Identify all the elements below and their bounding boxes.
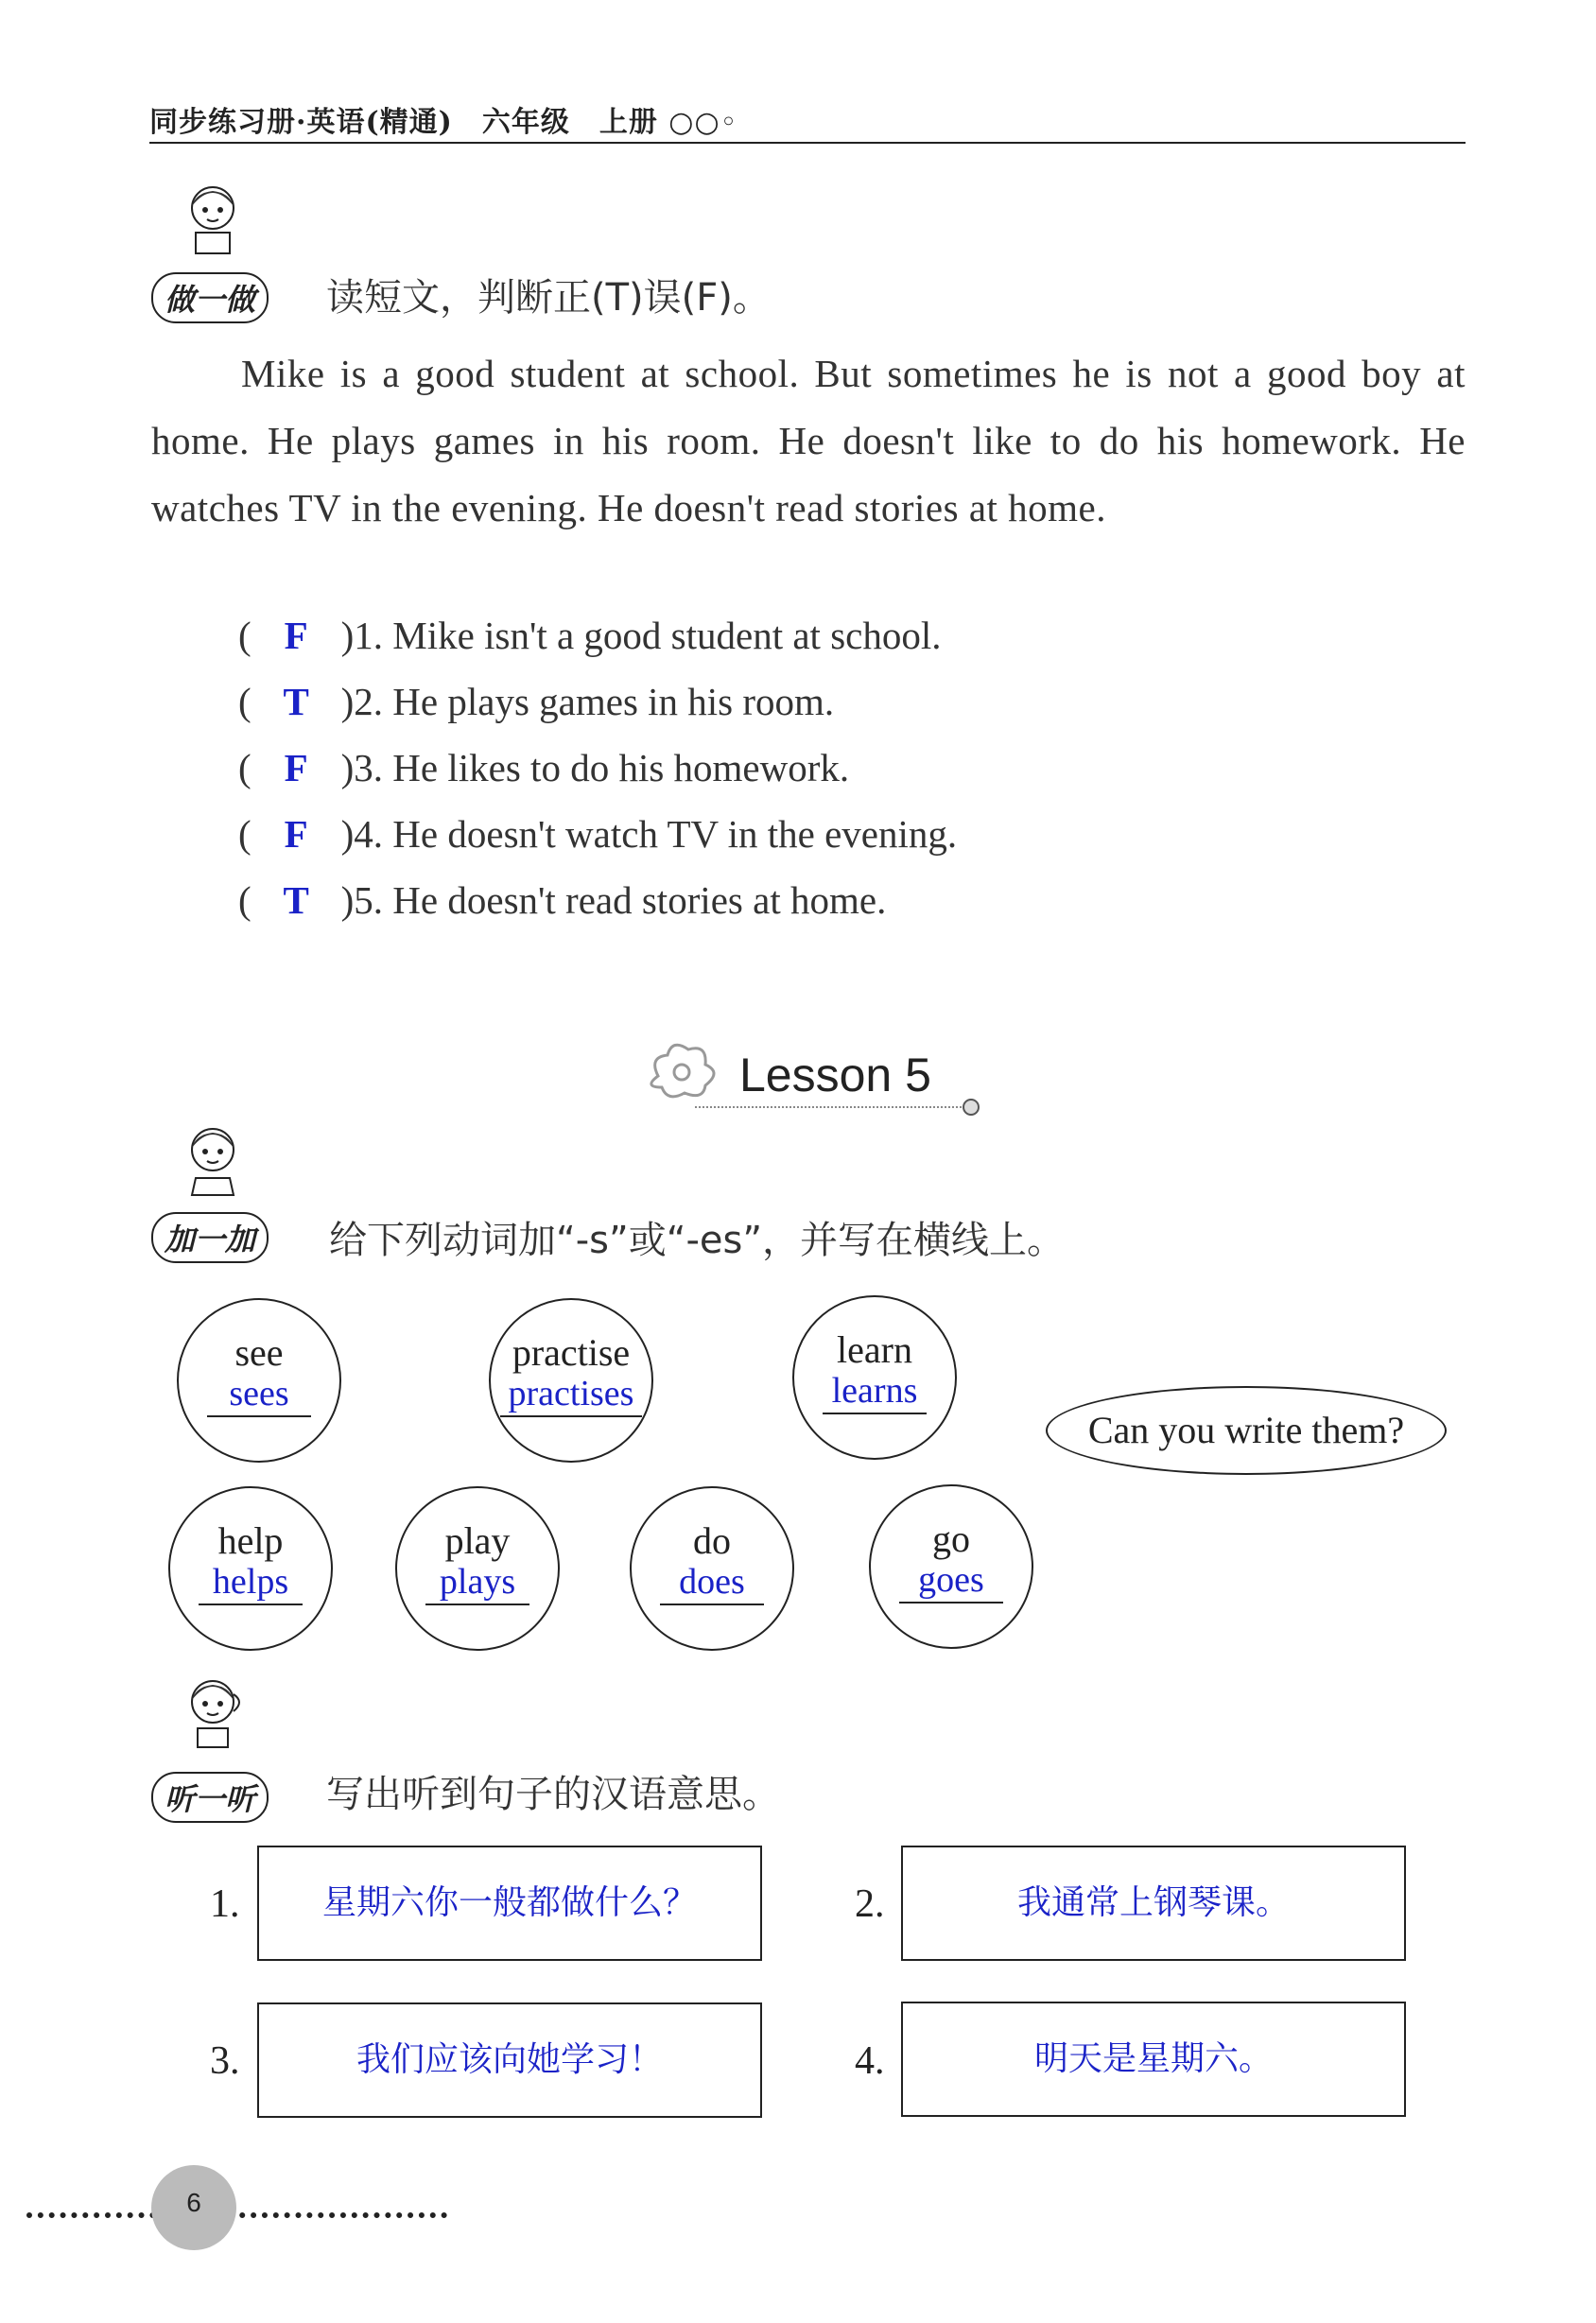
girl-reading-icon xyxy=(175,180,251,255)
tf-item-3: ( F )3. He likes to do his homework. xyxy=(238,746,850,789)
verb-circle-help: help helps xyxy=(168,1486,333,1651)
section2-instruction: 给下列动词加“-s”或“-es”，并写在横线上。 xyxy=(329,1219,1066,1262)
answer-box-3: 我们应该向她学习！ xyxy=(257,2002,762,2118)
verb-circle-learn: learn learns xyxy=(792,1295,957,1460)
section1-instruction: 读短文，判断正(T)误(F)。 xyxy=(326,276,771,320)
section-badge-do: 做一做 xyxy=(151,272,269,323)
page-header: 同步练习册·英语(精通) 六年级 上册 ○○◦ xyxy=(149,106,738,139)
section-badge-listen: 听一听 xyxy=(151,1772,269,1823)
verb-circle-play: play plays xyxy=(395,1486,560,1651)
girl-thinking-icon xyxy=(175,1121,251,1197)
section-badge-add: 加一加 xyxy=(151,1212,269,1263)
verb-circle-practise: practise practises xyxy=(489,1298,653,1463)
header-rule xyxy=(149,142,1466,144)
answer-number: 4. xyxy=(855,2039,885,2083)
circle-ornament-icon: ○○◦ xyxy=(668,106,738,139)
answer-number: 1. xyxy=(210,1882,240,1926)
verb-answer: plays xyxy=(425,1564,529,1605)
verb-circle-go: go goes xyxy=(869,1484,1033,1649)
prompt-bubble: Can you write them? xyxy=(1046,1386,1447,1475)
verb-answer: goes xyxy=(899,1562,1003,1604)
verb-answer: helps xyxy=(199,1564,303,1605)
flower-icon xyxy=(639,1038,724,1104)
section3-instruction: 写出听到句子的汉语意思。 xyxy=(326,1773,780,1816)
reading-passage: Mike is a good student at school. But sometimes he is not a good boy at home. He plays games in his room. He doesn't like to do his homework. He watches TV in the evening. He doesn't read stories at home. xyxy=(151,352,1466,529)
tf-answer: T xyxy=(283,680,309,723)
answer-number: 3. xyxy=(210,2039,240,2083)
tf-answer: F xyxy=(284,812,308,856)
page-footer-dots xyxy=(26,2212,447,2218)
lesson-underline xyxy=(695,1106,969,1108)
dot-ornament-icon xyxy=(963,1099,980,1116)
tf-item-4: ( F )4. He doesn't watch TV in the evening. xyxy=(238,812,958,856)
verb-answer: sees xyxy=(207,1376,311,1417)
lesson-title: Lesson 5 xyxy=(739,1049,931,1101)
answer-box-4: 明天是星期六。 xyxy=(901,2002,1406,2117)
page-number: 6 xyxy=(151,2165,236,2250)
tf-item-2: ( T )2. He plays games in his room. xyxy=(238,680,835,723)
verb-answer: learns xyxy=(823,1373,927,1414)
tf-answer: F xyxy=(284,614,308,657)
tf-item-1: ( F )1. Mike isn't a good student at school. xyxy=(238,614,942,657)
tf-answer: T xyxy=(283,878,309,922)
answer-box-2: 我通常上钢琴课。 xyxy=(901,1846,1406,1961)
girl-listening-icon xyxy=(175,1673,251,1749)
tf-item-5: ( T )5. He doesn't read stories at home. xyxy=(238,878,887,922)
verb-circle-see: see sees xyxy=(177,1298,341,1463)
verb-circle-do: do does xyxy=(630,1486,794,1651)
verb-answer: does xyxy=(660,1564,764,1605)
answer-number: 2. xyxy=(855,1882,885,1926)
answer-box-1: 星期六你一般都做什么？ xyxy=(257,1846,762,1961)
verb-answer: practises xyxy=(500,1376,642,1417)
tf-answer: F xyxy=(284,746,308,789)
